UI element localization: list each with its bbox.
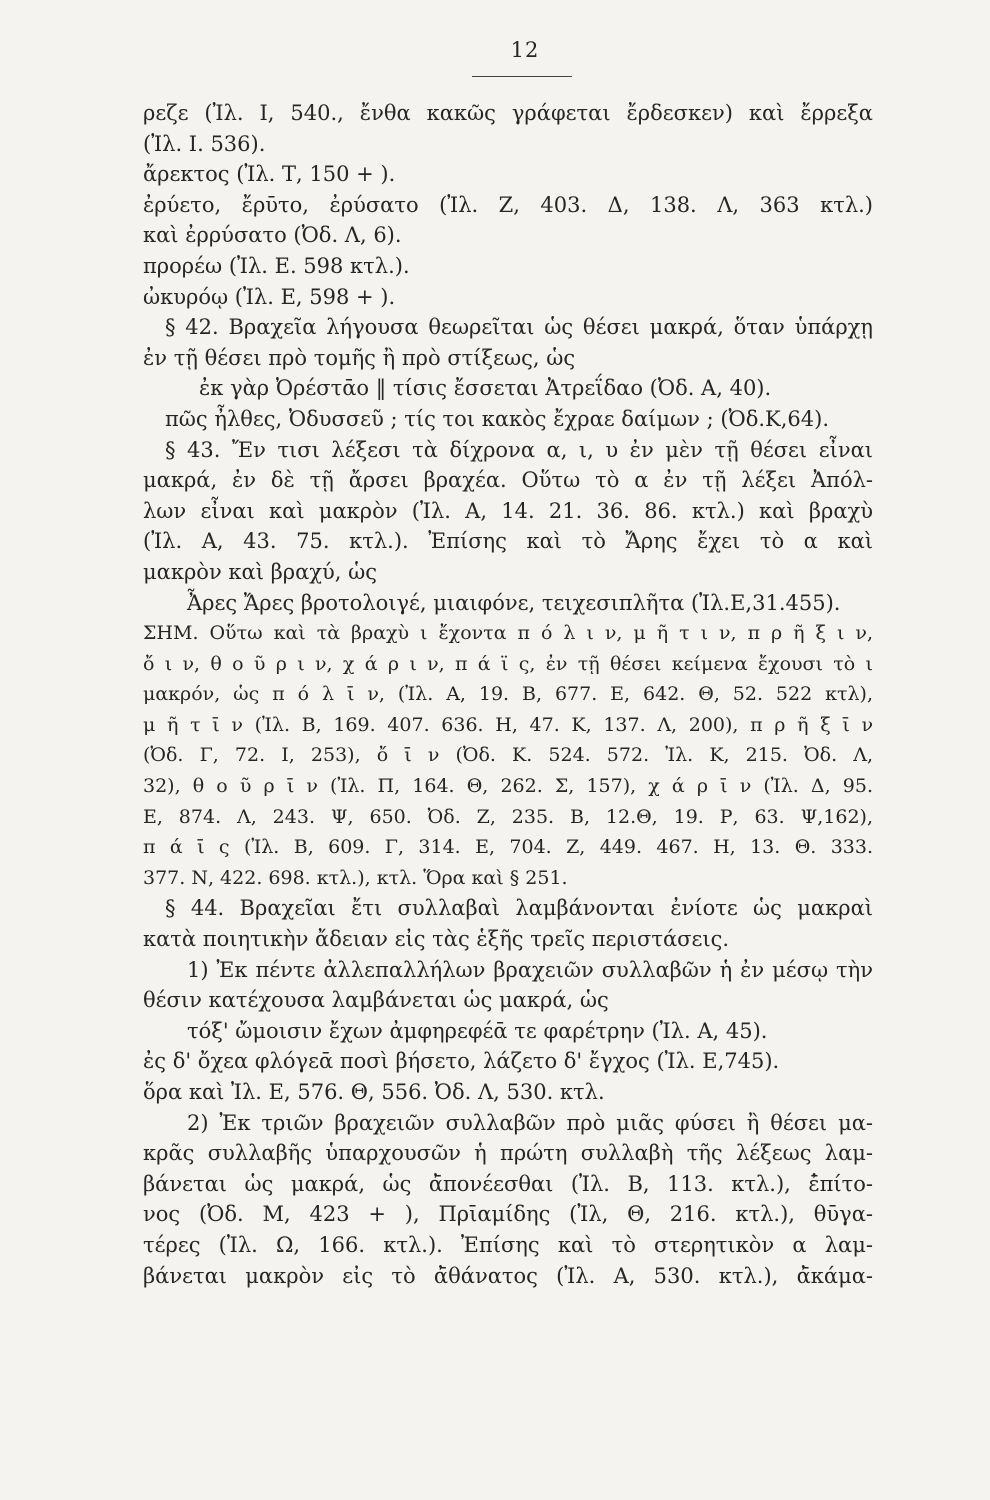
text-line: μακρά, ἐν δὲ τῇ ἄρσει βραχέα. Οὕτω τὸ α ἐν τῇ λέξει Ἀπόλ- xyxy=(143,468,873,493)
section-42-heading: § 42. Βραχεῖα λήγουσα θεωρεῖται ὡς θέσει μακρά, ὅταν ὑπάρχῃ xyxy=(165,315,873,340)
text-line: ἐρύετο, ἔρῡτο, ἐρύσατο (Ἰλ. Ζ, 403. Δ, 138. Λ, 363 κτλ.) xyxy=(143,192,873,217)
note-line: ὄ ι ν, θ ο ῦ ρ ι ν, χ ά ρ ι ν, π ά ϊ ς, ἐν τῇ θέσει κείμενα ἔχουσι τὸ ι xyxy=(143,652,873,675)
page-body xyxy=(143,98,873,1291)
verse-quote: τόξ' ὤμοισιν ἔχων ἀμφηρεφέᾱ τε φαρέτρην (Ἰλ. Α, 45). xyxy=(187,1018,768,1043)
verse-quote: πῶς ἦλθες, Ὀδυσσεῦ ; τίς τοι κακὸς ἔχραε δαίμων ; (Ὀδ.Κ,64). xyxy=(165,406,830,431)
section-43-heading: § 43. Ἔν τισι λέξεσι τὰ δίχρονα α, ι, υ ἐν μὲν τῇ θέσει εἶναι xyxy=(165,437,873,462)
text-line: ὅρα καὶ Ἰλ. Ε, 576. Θ, 556. Ὀδ. Λ, 530. κτλ. xyxy=(143,1080,605,1104)
text-line: ρεζε (Ἰλ. Ι, 540., ἔνθα κακῶς γράφεται ἔρδεσκεν) καὶ ἔρρεξα xyxy=(143,101,873,125)
text-line: κατὰ ποιητικὴν ἄδειαν εἰς τὰς ἑξῆς τρεῖς περιστάσεις. xyxy=(143,927,730,952)
note-line: ΣΗΜ. Οὕτω καὶ τὰ βραχὺ ι ἔχοντα π ό λ ι ν, μ ῆ τ ι ν, π ρ ῆ ξ ι ν, xyxy=(143,622,873,645)
text-line: νος (Ὀδ. Μ, 423 + ), Πρῑαμίδης (Ἰλ, Θ, 216. κτλ.), θῡγα- xyxy=(143,1202,873,1227)
note-line: 377. Ν, 422. 698. κτλ.), κτλ. Ὅρα καὶ § 251. xyxy=(143,866,568,889)
text-line: προρέω (Ἰλ. Ε. 598 κτλ.). xyxy=(143,253,410,278)
note-line: 32), θ ο ῦ ρ ῑ ν (Ἰλ. Π, 164. Θ, 262. Σ, 157), χ ά ρ ῑ ν (Ἰλ. Δ, 95. xyxy=(143,775,873,798)
text-line: ἄρεκτος (Ἰλ. Τ, 150 + ). xyxy=(143,162,396,187)
verse-quote: Ἆρες Ἄρες βροτολοιγέ, μιαιφόνε, τειχεσιπλῆτα (Ἰλ.Ε,31.455). xyxy=(187,590,841,615)
text-line: (Ἰλ. Α, 43. 75. κτλ.). Ἐπίσης καὶ τὸ Ἄρης ἔχει τὸ α καὶ xyxy=(143,529,873,554)
page-number-rule xyxy=(472,76,572,77)
note-line: π ά ῑ ς (Ἰλ. Β, 609. Γ, 314. Ε, 704. Ζ, 449. 467. Η, 13. Θ. 333. xyxy=(143,836,873,859)
text-line: καὶ ἐρρύσατο (Ὀδ. Λ, 6). xyxy=(143,223,402,248)
text-line: τέρες (Ἰλ. Ω, 166. κτλ.). Ἐπίσης καὶ τὸ στερητικὸν α λαμ- xyxy=(143,1232,873,1257)
text-line: ἐν τῇ θέσει πρὸ τομῆς ἢ πρὸ στίξεως, ὡς xyxy=(143,345,576,370)
text-line: κρᾶς συλλαβῆς ὑπαρχουσῶν ἡ πρώτη συλλαβὴ τῆς λέξεως λαμ- xyxy=(143,1141,873,1166)
note-line: μακρόν, ὡς π ό λ ῑ ν, (Ἰλ. Α, 19. Β, 677. Ε, 642. Θ, 52. 522 κτλ), xyxy=(143,683,873,706)
verse-quote: ἐκ γὰρ Ὀρέστᾱο ‖ τίσις ἔσσεται Ἀτρεΐδαο (Ὀδ. Α, 40). xyxy=(199,376,772,401)
text-line: θέσιν κατέχουσα λαμβάνεται ὡς μακρά, ὡς xyxy=(143,988,609,1013)
text-line: μακρὸν καὶ βραχύ, ὡς xyxy=(143,559,377,584)
text-line: (Ἰλ. Ι. 536). xyxy=(143,131,266,156)
text-line: ὠκυρόῳ (Ἰλ. Ε, 598 + ). xyxy=(143,284,396,309)
text-line: βάνεται μακρὸν εἰς τὸ ἀ̄θάνατος (Ἰλ. Α, 530. κτλ.), ἀ̄κάμα- xyxy=(143,1263,873,1288)
text-line: 1) Ἐκ πέντε ἀλλεπαλλήλων βραχειῶν συλλαβῶν ἡ ἐν μέσῳ τὴν xyxy=(187,957,873,982)
text-line: λων εἶναι καὶ μακρὸν (Ἰλ. Α, 14. 21. 36. 86. κτλ.) καὶ βραχὺ xyxy=(143,498,873,523)
text-line: 2) Ἐκ τριῶν βραχειῶν συλλαβῶν πρὸ μιᾶς φύσει ἢ θέσει μα- xyxy=(187,1110,873,1135)
section-44-heading: § 44. Βραχεῖαι ἔτι συλλαβαὶ λαμβάνονται ἐνίοτε ὡς μακραὶ xyxy=(165,896,873,921)
note-line: μ ῆ τ ῑ ν (Ἰλ. Β, 169. 407. 636. Η, 47. Κ, 137. Λ, 200), π ρ ῆ ξ ῑ ν xyxy=(143,713,873,736)
note-line: Ε, 874. Λ, 243. Ψ, 650. Ὀδ. Ζ, 235. Β, 12.Θ, 19. Ρ, 63. Ψ,162), xyxy=(143,805,873,828)
note-line: (Ὀδ. Γ, 72. Ι, 253), ὄ ῑ ν (Ὀδ. Κ. 524. 572. Ἰλ. Κ, 215. Ὀδ. Λ, xyxy=(143,744,873,767)
page-number: 12 xyxy=(510,38,540,62)
text-line: βάνεται ὡς μακρά, ὡς ἀ̄πονέεσθαι (Ἰλ. Β, 113. κτλ.), ἐ̄πίτο- xyxy=(143,1171,873,1196)
verse-quote: ἐς δ' ὄχεα φλόγεᾱ ποσὶ βήσετο, λάζετο δ' ἔγχος (Ἰλ. Ε,745). xyxy=(143,1049,780,1074)
